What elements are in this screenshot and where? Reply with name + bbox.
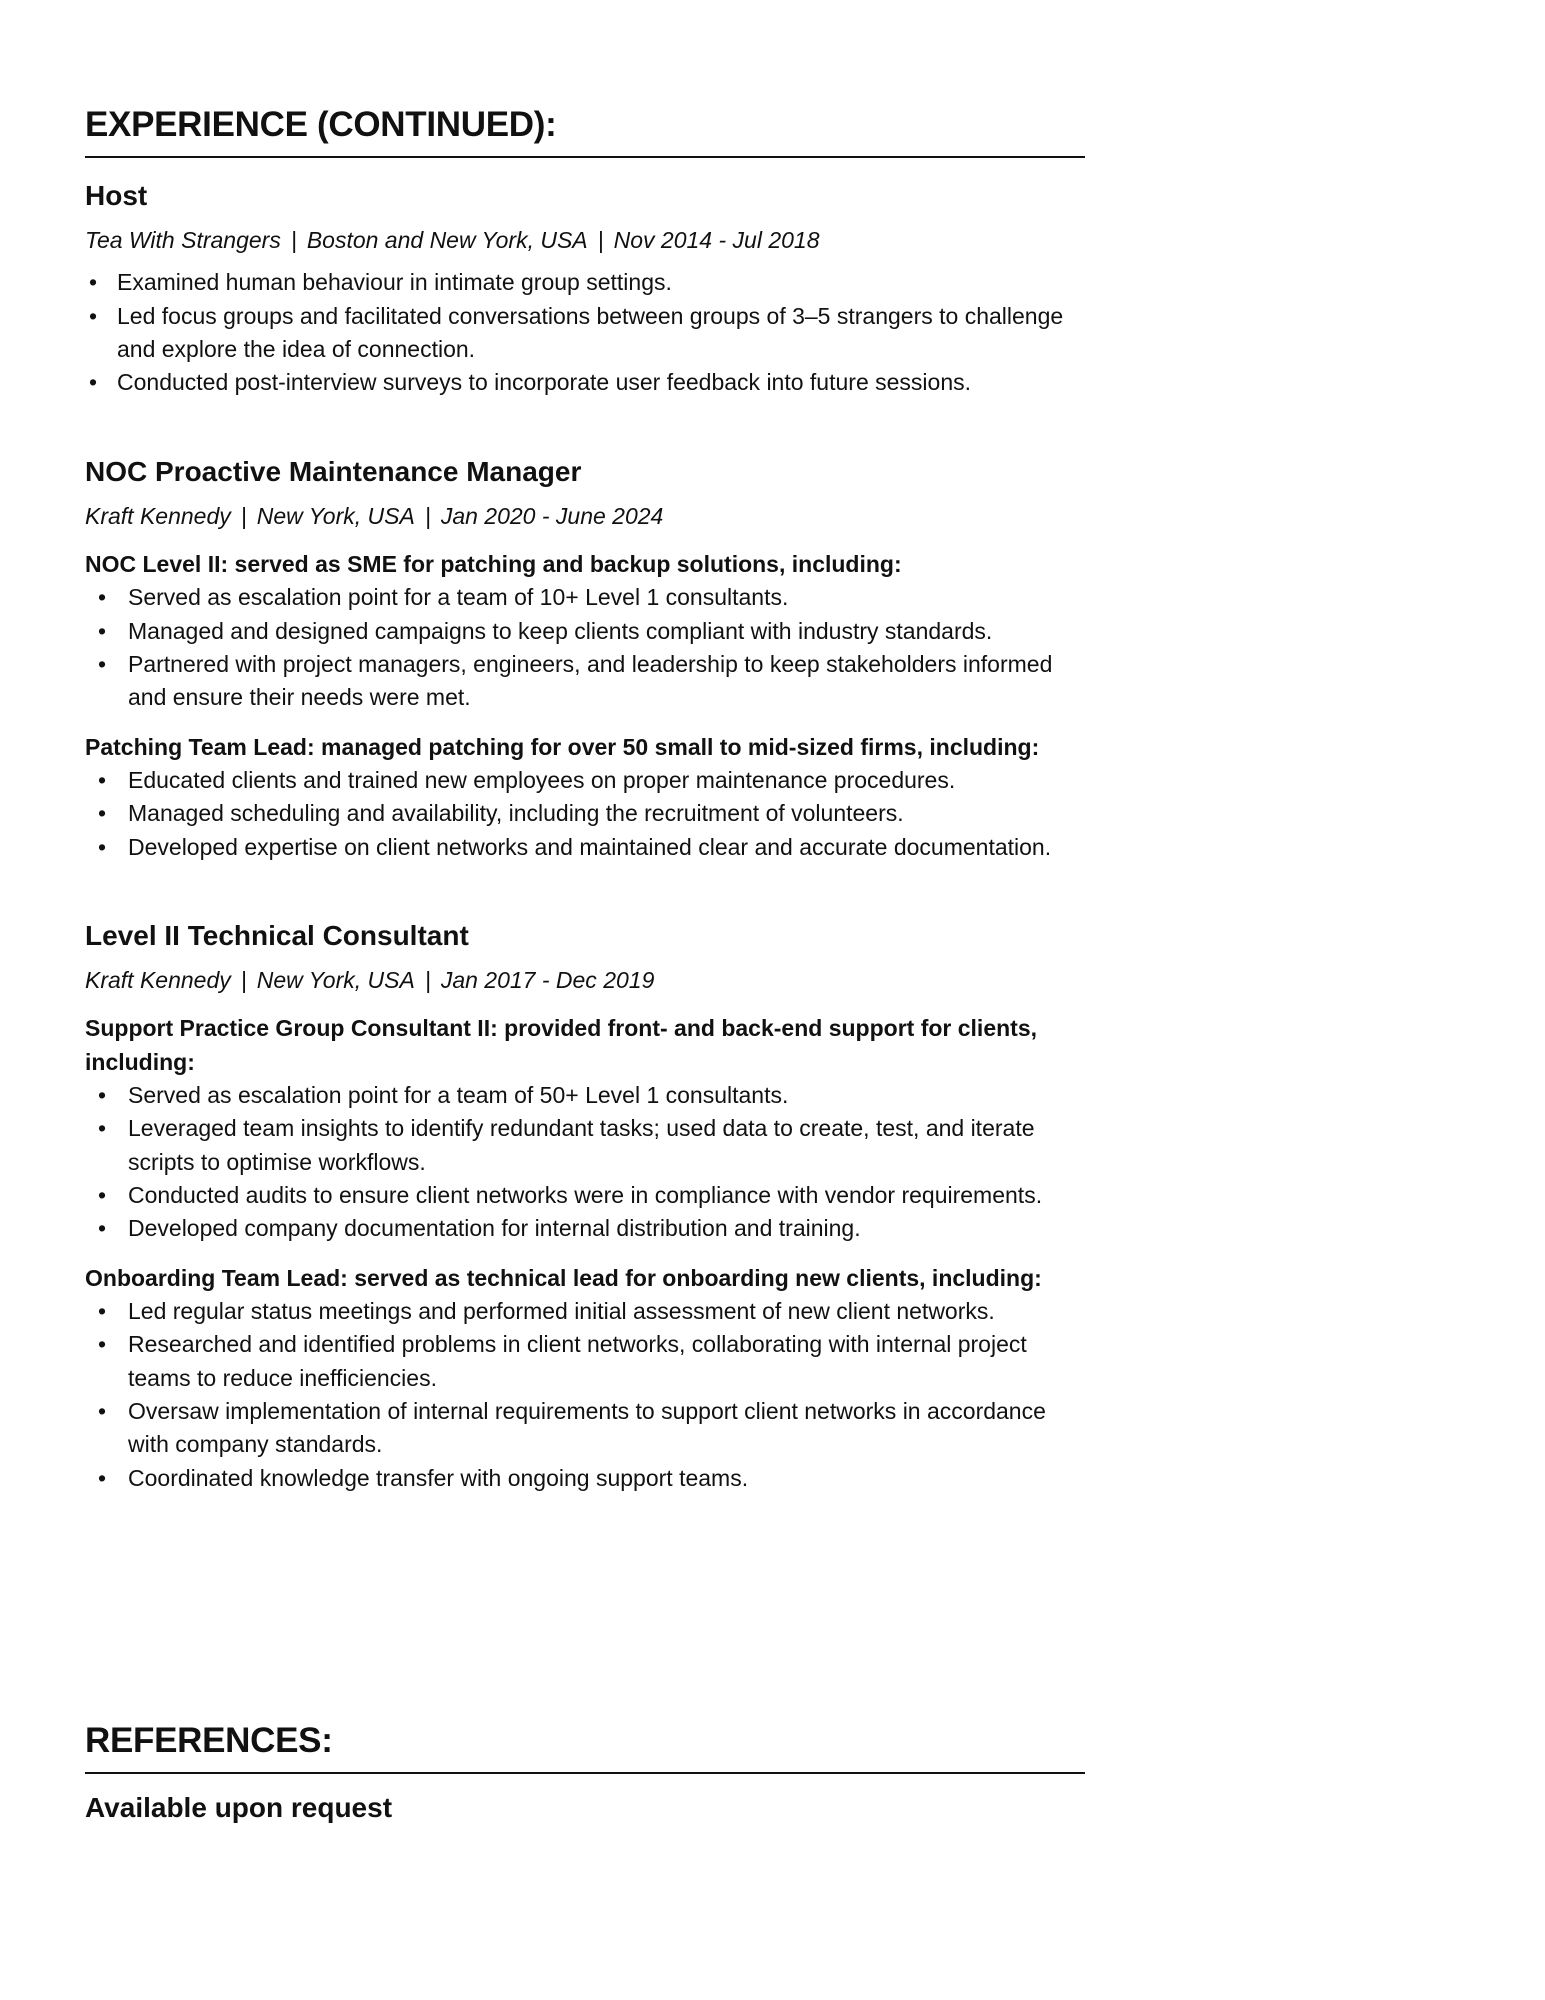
bullet-text: Leveraged team insights to identify redundant tasks; used data to create, test, and iterate scripts to optimise workflows. [128, 1115, 1035, 1175]
bullet-icon: • [89, 302, 98, 329]
list-item [85, 1079, 1085, 1112]
bullet-icon: • [98, 767, 107, 793]
separator: | [290, 227, 297, 254]
bullet-text: Managed scheduling and availability, including the recruitment of volunteers. [128, 800, 904, 827]
role-heading: Onboarding Team Lead: served as technical lead for onboarding new clients, including: [85, 1264, 1042, 1291]
bullet-list [85, 1295, 1085, 1495]
bullet-icon: • [89, 269, 98, 296]
separator: | [240, 503, 247, 530]
bullet-text: Examined human behaviour in intimate group settings. [117, 269, 672, 296]
separator: | [597, 227, 604, 254]
bullet-text: Oversaw implementation of internal requirements to support client networks in accordance with company standards. [128, 1398, 1046, 1458]
role-heading: NOC Level II: served as SME for patching and backup solutions, including: [85, 550, 902, 577]
bullet-text: Served as escalation point for a team of 50+ Level 1 consultants. [128, 1082, 789, 1108]
job-entry-host [85, 178, 1085, 400]
list-item [85, 366, 1085, 399]
bullet-icon: • [98, 1464, 107, 1491]
bullet-icon: • [98, 1182, 107, 1209]
job-dates: Nov 2014 - Jul 2018 [613, 227, 820, 254]
company-name: Kraft Kennedy [85, 503, 231, 530]
bullet-text: Educated clients and trained new employees on proper maintenance procedures. [128, 767, 956, 793]
bullet-text: Conducted audits to ensure client networks were in compliance with vendor requirements. [128, 1182, 1043, 1209]
company-name: Tea With Strangers [85, 227, 281, 254]
role-heading: Patching Team Lead: managed patching for over 50 small to mid-sized firms, including: [85, 733, 1040, 760]
separator: | [240, 967, 247, 994]
references-section [85, 1720, 1085, 1826]
section-title-references: REFERENCES: [85, 1720, 1085, 1774]
bullet-icon: • [98, 833, 107, 860]
job-dates: Jan 2020 - June 2024 [440, 503, 664, 530]
list-item [85, 764, 1085, 797]
bullet-text: Led focus groups and facilitated conversations between groups of 3–5 strangers to challenge and explore the idea of connection. [117, 302, 1064, 362]
job-meta [85, 226, 1085, 256]
job-entry-technical-consultant [85, 918, 1085, 1495]
experience-section [85, 104, 1085, 1495]
bullet-icon: • [89, 369, 98, 396]
job-title: NOC Proactive Maintenance Manager [85, 455, 582, 487]
bullet-icon: • [98, 1298, 107, 1325]
company-name: Kraft Kennedy [85, 967, 231, 994]
job-dates: Jan 2017 - Dec 2019 [440, 967, 655, 994]
bullet-text: Coordinated knowledge transfer with ongoing support teams. [128, 1464, 749, 1491]
list-item [85, 266, 1085, 299]
bullet-icon: • [98, 1115, 107, 1142]
bullet-icon: • [98, 1082, 107, 1108]
list-item [85, 648, 1085, 715]
list-item [85, 300, 1085, 367]
bullet-text: Developed expertise on client networks and maintained clear and accurate documentation. [128, 833, 1052, 860]
bullet-icon: • [98, 1331, 107, 1358]
job-entry-noc-manager [85, 454, 1085, 864]
separator: | [424, 967, 431, 994]
section-title-experience: EXPERIENCE (CONTINUED): [85, 104, 1085, 158]
job-meta [85, 502, 1085, 532]
role-heading: Support Practice Group Consultant II: provided front- and back-end support for clients, including: [85, 1015, 1037, 1075]
separator: | [424, 503, 431, 530]
list-item [85, 1179, 1085, 1212]
list-item [85, 831, 1085, 864]
bullet-list [85, 266, 1085, 399]
bullet-text: Led regular status meetings and performed initial assessment of new client networks. [128, 1298, 995, 1325]
list-item [85, 1295, 1085, 1328]
bullet-list [85, 581, 1085, 714]
bullet-list [85, 1079, 1085, 1246]
list-item [85, 1212, 1085, 1245]
bullet-text: Developed company documentation for internal distribution and training. [128, 1215, 861, 1242]
bullet-text: Managed and designed campaigns to keep clients compliant with industry standards. [128, 617, 993, 644]
bullet-text: Partnered with project managers, engineers, and leadership to keep stakeholders informed and ensure their needs were met. [128, 650, 1053, 711]
list-item [85, 1462, 1085, 1495]
list-item [85, 797, 1085, 830]
job-title: Host [85, 180, 148, 211]
bullet-icon: • [98, 1215, 107, 1242]
list-item [85, 615, 1085, 648]
job-location: New York, USA [256, 503, 415, 530]
job-meta [85, 966, 1085, 996]
list-item [85, 1395, 1085, 1462]
job-location: New York, USA [256, 967, 415, 994]
list-item [85, 1328, 1085, 1395]
job-title: Level II Technical Consultant [85, 920, 469, 952]
bullet-icon: • [98, 584, 107, 611]
bullet-icon: • [98, 1398, 107, 1425]
bullet-text: Conducted post-interview surveys to incorporate user feedback into future sessions. [117, 369, 971, 396]
bullet-text: Researched and identified problems in client networks, collaborating with internal project teams to reduce inefficiencies. [128, 1331, 1027, 1391]
references-text: Available upon request [85, 1792, 393, 1823]
job-location: Boston and New York, USA [306, 227, 588, 254]
bullet-text: Served as escalation point for a team of 10+ Level 1 consultants. [128, 584, 789, 611]
bullet-list [85, 764, 1085, 864]
list-item [85, 581, 1085, 614]
bullet-icon: • [98, 617, 107, 644]
list-item [85, 1112, 1085, 1179]
bullet-icon: • [98, 800, 107, 827]
bullet-icon: • [98, 650, 107, 677]
